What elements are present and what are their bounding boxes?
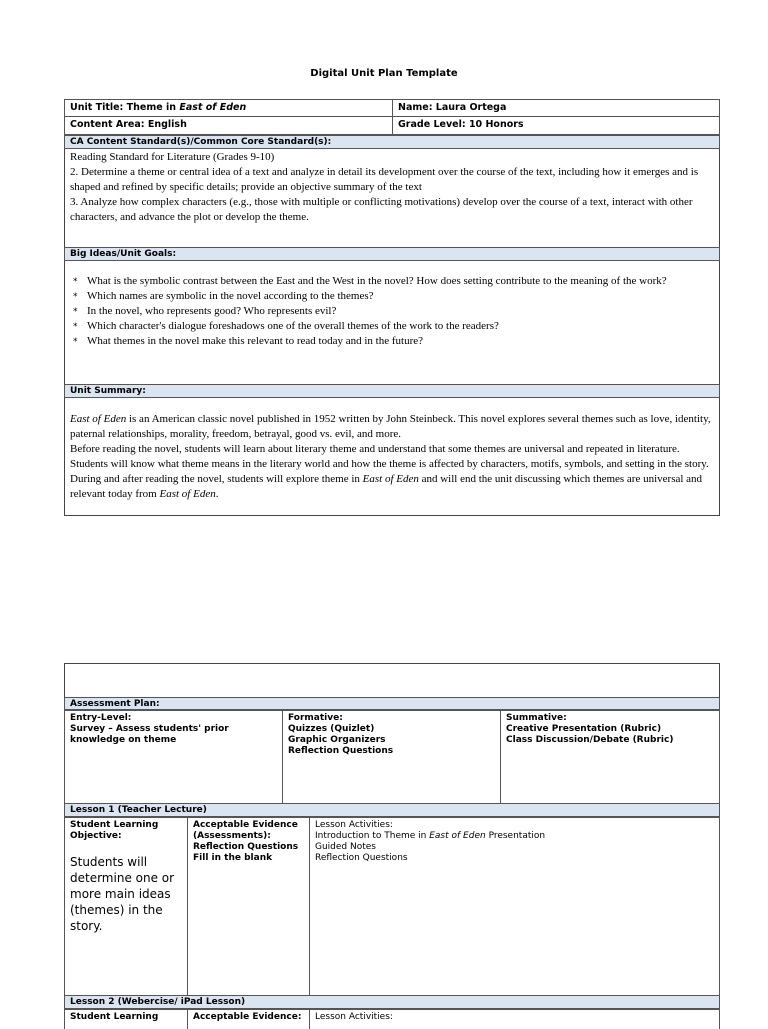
list-item: * Which character's dialogue foreshadows one of the overall themes of the work to the readers? [70, 319, 716, 334]
objective-label: Student Learning [70, 1012, 159, 1022]
lesson2-activities-cell [309, 1009, 720, 1029]
lesson1-objective-cell [64, 817, 188, 996]
lesson1-heading: Lesson 1 (Teacher Lecture) [64, 803, 720, 817]
list-item: * In the novel, who represents good? Who represents evil? [70, 304, 716, 319]
big-ideas-list [70, 274, 716, 349]
activities-label: Lesson Activities: [315, 1012, 393, 1022]
summary-text: . [215, 488, 219, 500]
formative-item: Graphic Organizers [288, 735, 386, 745]
standards-line: 2. Determine a theme or central idea of a text and analyze in detail its development over the course of the text, including how it emerges and is shaped and refined by specific details; provide an objective summary of the text [70, 166, 699, 193]
list-item: * Which names are symbolic in the novel according to the themes? [70, 289, 716, 304]
list-item: * What themes in the novel make this relevant to read today and in the future? [70, 334, 716, 349]
activity-item: Reflection Questions [315, 853, 408, 863]
assessment-heading: Assessment Plan: [64, 697, 720, 710]
lesson2-evidence-cell [187, 1009, 310, 1029]
summary-text: Before reading the novel, students will learn about literary theme and understand that some themes are universal and repeated in literature. Students will know what theme means in the literary world and how the theme is affected by characters, motifs, symbols, and setting in the story. During and after reading the novel, students will explore theme in [70, 443, 709, 485]
list-item: * What is the symbolic contrast between the East and the West in the novel? How does setting contribute to the meaning of the work? [70, 274, 716, 289]
evidence-item: Fill in the blank [193, 853, 273, 863]
summary-text: and will end the unit discussing which themes are universal and relevant today from [70, 473, 703, 500]
entry-level-label: Entry-Level: [70, 713, 132, 723]
summary-text: is an American classic novel published in 1952 written by John Steinbeck. This novel explores several themes such as love, identity, paternal relationships, morality, freedom, betrayal, good vs. evil, and more. [70, 413, 711, 440]
formative-cell [282, 710, 501, 804]
objective-label: Student Learning Objective: [70, 820, 159, 841]
book-title: East of Eden [429, 831, 486, 841]
evidence-label: Acceptable Evidence (Assessments): [193, 820, 298, 841]
activity-text: Introduction to Theme in [315, 831, 430, 841]
lesson2-heading: Lesson 2 (Webercise/ iPad Lesson) [64, 995, 720, 1009]
book-title: East of Eden [70, 413, 127, 425]
formative-item: Quizzes (Quizlet) [288, 724, 375, 734]
page-title: Digital Unit Plan Template [310, 68, 458, 79]
activities-label: Lesson Activities: [315, 820, 393, 830]
activity-item: Guided Notes [315, 842, 376, 852]
standards-line: 3. Analyze how complex characters (e.g., those with multiple or conflicting motivations) develop over the course of a text, interact with other characters, and advance the plot or develop the theme. [70, 196, 693, 223]
formative-item: Reflection Questions [288, 746, 394, 756]
objective-text: Students will determine one or more main ideas (themes) in the story. [70, 855, 175, 933]
lesson1-activities-cell [309, 817, 720, 996]
summary-body [70, 412, 714, 502]
content-area-cell: Content Area: English [64, 116, 393, 135]
activity-item [315, 831, 714, 842]
evidence-item: Reflection Questions [193, 842, 299, 852]
big-ideas-heading: Big Ideas/Unit Goals: [64, 247, 720, 261]
summary-paragraph-2 [70, 442, 714, 502]
unit-title-cell [64, 99, 393, 117]
name-cell: Name: Laura Ortega [392, 99, 720, 117]
summary-paragraph-1 [70, 412, 714, 442]
grade-level-cell: Grade Level: 10 Honors [392, 116, 720, 135]
entry-level-text: Survey – Assess students' prior knowledge on theme [70, 724, 229, 745]
book-title: East of Eden [362, 473, 419, 485]
summative-item: Creative Presentation (Rubric) [506, 724, 662, 734]
lesson1-evidence-cell [187, 817, 310, 996]
activity-text: Presentation [485, 831, 546, 841]
entry-level-cell [64, 710, 283, 804]
book-title: East of Eden [159, 488, 216, 500]
summary-heading: Unit Summary: [64, 384, 720, 398]
evidence-label: Acceptable Evidence: [193, 1012, 302, 1022]
unit-title-label: Unit Title: Theme in [70, 102, 180, 113]
standards-heading: CA Content Standard(s)/Common Core Standard(s): [64, 135, 720, 149]
lesson2-objective-cell [64, 1009, 188, 1029]
summative-label: Summative: [506, 713, 567, 723]
formative-label: Formative: [288, 713, 343, 723]
summative-cell [500, 710, 720, 804]
standards-body [70, 150, 712, 225]
standards-line: Reading Standard for Literature (Grades 9-10) [70, 151, 275, 163]
unit-title-book: East of Eden [179, 102, 247, 113]
summative-item: Class Discussion/Debate (Rubric) [506, 735, 674, 745]
